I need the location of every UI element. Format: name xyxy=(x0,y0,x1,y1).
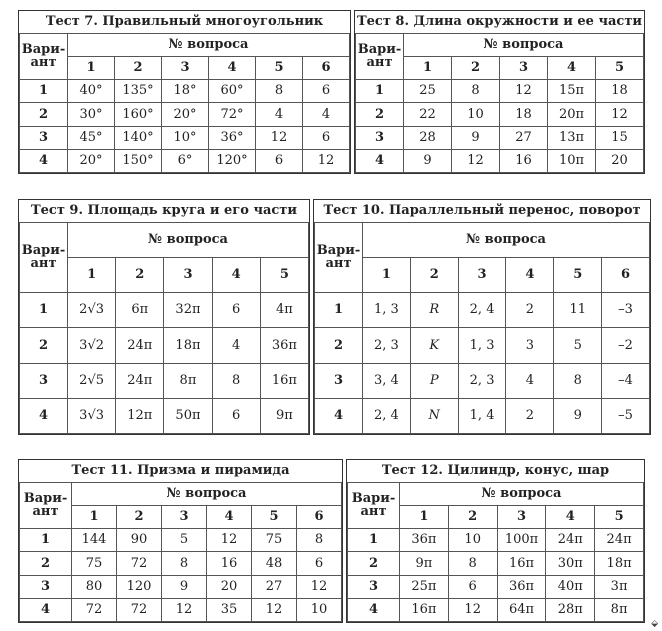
variant-number: 1 xyxy=(20,80,68,103)
answer-cell: 1, 3 xyxy=(363,293,411,328)
table-row xyxy=(348,575,644,598)
answer-cell: 72° xyxy=(209,103,256,126)
answer-cell: 6 xyxy=(303,126,350,149)
answer-cell: 12 xyxy=(596,103,644,126)
table-title: Тест 7. Правильный многоугольник xyxy=(20,11,350,33)
answer-cell: 2, 3 xyxy=(458,363,506,398)
test-11-block xyxy=(18,459,343,623)
question-header: № вопроса xyxy=(68,33,350,56)
answer-cell: 3√3 xyxy=(68,398,116,433)
answer-cell: 75 xyxy=(252,529,297,552)
variant-header xyxy=(315,222,363,293)
table-row xyxy=(20,398,309,433)
table-title: Тест 10. Параллельный перенос, поворот xyxy=(315,200,650,222)
question-number: 2 xyxy=(116,257,164,292)
variant-number: 3 xyxy=(315,363,363,398)
answer-cell: 15 xyxy=(596,126,644,149)
table-title: Тест 8. Длина окружности и ее части xyxy=(356,11,644,33)
table-title: Тест 9. Площадь круга и его части xyxy=(20,200,309,222)
variant-number: 1 xyxy=(20,529,72,552)
answer-table xyxy=(347,460,644,622)
answer-cell: 20 xyxy=(207,575,252,598)
answer-cell: 4 xyxy=(303,103,350,126)
test-12-block xyxy=(346,459,645,623)
question-number: 4 xyxy=(546,505,595,528)
answer-cell: 10° xyxy=(162,126,209,149)
table-row xyxy=(20,363,309,398)
table-row xyxy=(20,126,350,149)
variant-number: 2 xyxy=(348,552,400,575)
answer-cell: 9 xyxy=(554,398,602,433)
answer-cell: 4 xyxy=(506,363,554,398)
variant-header xyxy=(20,222,68,293)
answer-cell: 36° xyxy=(209,126,256,149)
answer-cell: 12 xyxy=(500,80,548,103)
answer-cell: 140° xyxy=(115,126,162,149)
answer-cell: 120° xyxy=(209,149,256,172)
question-number: 5 xyxy=(554,257,602,292)
answer-cell: 16 xyxy=(500,149,548,172)
answer-cell: 18 xyxy=(596,80,644,103)
table-row xyxy=(348,529,644,552)
answer-cell: 40π xyxy=(546,575,595,598)
answer-cell: 20° xyxy=(162,103,209,126)
question-number: 3 xyxy=(164,257,212,292)
question-number: 1 xyxy=(363,257,411,292)
answer-table xyxy=(19,11,350,173)
table-title: Тест 12. Цилиндр, конус, шар xyxy=(348,460,644,482)
variant-number: 3 xyxy=(348,575,400,598)
answer-cell: 9 xyxy=(404,149,452,172)
test-9-block xyxy=(18,199,310,435)
answer-cell: 100π xyxy=(497,529,546,552)
answer-cell: 2 xyxy=(506,398,554,433)
answer-cell: –2 xyxy=(602,328,650,363)
answer-cell: 4 xyxy=(212,328,260,363)
answer-cell: 32π xyxy=(164,293,212,328)
variant-number: 2 xyxy=(20,103,68,126)
answer-cell: 120 xyxy=(117,575,162,598)
answer-cell: 12 xyxy=(448,598,497,621)
answer-cell: 27 xyxy=(500,126,548,149)
question-number: 3 xyxy=(497,505,546,528)
answer-cell: 36π xyxy=(497,575,546,598)
answer-cell: 2, 3 xyxy=(363,328,411,363)
variant-number: 1 xyxy=(20,293,68,328)
answer-table xyxy=(19,460,342,622)
test-7-block xyxy=(18,10,351,174)
answer-cell: 9 xyxy=(452,126,500,149)
table-row xyxy=(20,149,350,172)
answer-cell: 9π xyxy=(260,398,308,433)
answer-cell: 50π xyxy=(164,398,212,433)
answer-cell: 25π xyxy=(400,575,449,598)
answer-cell: 24π xyxy=(546,529,595,552)
answer-cell: 28 xyxy=(404,126,452,149)
answer-cell: 6 xyxy=(303,80,350,103)
answer-cell: 60° xyxy=(209,80,256,103)
table-row xyxy=(315,363,650,398)
answer-table xyxy=(314,200,650,434)
answer-cell: 5 xyxy=(554,328,602,363)
answer-cell: 20π xyxy=(548,103,596,126)
answer-cell: 75 xyxy=(72,552,117,575)
table-row xyxy=(315,398,650,433)
table-title: Тест 11. Призма и пирамида xyxy=(20,460,342,482)
table-row xyxy=(20,598,342,621)
variant-header-line1: Вари- xyxy=(23,490,68,506)
answer-cell: N xyxy=(410,398,458,433)
answer-cell: 144 xyxy=(72,529,117,552)
answer-cell: 2√5 xyxy=(68,363,116,398)
answer-cell: 72 xyxy=(72,598,117,621)
variant-number: 2 xyxy=(356,103,404,126)
question-number: 5 xyxy=(595,505,644,528)
answer-cell: 13π xyxy=(548,126,596,149)
table-row xyxy=(20,293,309,328)
answer-cell: 48 xyxy=(252,552,297,575)
answer-cell: 3π xyxy=(595,575,644,598)
answer-cell: 15π xyxy=(548,80,596,103)
answer-cell: 2, 4 xyxy=(458,293,506,328)
answer-cell: 6 xyxy=(212,398,260,433)
answer-cell: 80 xyxy=(72,575,117,598)
corner-mark: ⬙ xyxy=(651,619,658,629)
answer-cell: 24π xyxy=(595,529,644,552)
table-row xyxy=(20,529,342,552)
table-row xyxy=(20,103,350,126)
answer-cell: 6 xyxy=(256,149,303,172)
variant-header xyxy=(20,482,72,529)
answer-cell: 10π xyxy=(548,149,596,172)
answer-cell: 8 xyxy=(162,552,207,575)
answer-cell: K xyxy=(410,328,458,363)
answer-cell: 18° xyxy=(162,80,209,103)
table-row xyxy=(20,575,342,598)
answer-cell: 12 xyxy=(303,149,350,172)
answer-cell: 45° xyxy=(68,126,115,149)
answer-cell: 6 xyxy=(297,552,342,575)
question-number: 6 xyxy=(297,505,342,528)
table-row xyxy=(348,598,644,621)
table-row xyxy=(356,103,644,126)
answer-cell: 9 xyxy=(162,575,207,598)
answer-cell: 8π xyxy=(595,598,644,621)
variant-header-line1: Вари- xyxy=(357,41,402,57)
answer-cell: 12 xyxy=(297,575,342,598)
answer-cell: P xyxy=(410,363,458,398)
answer-cell: 10 xyxy=(448,529,497,552)
question-number: 4 xyxy=(506,257,554,292)
answer-cell: 20° xyxy=(68,149,115,172)
answer-cell: 16π xyxy=(497,552,546,575)
answer-cell: 11 xyxy=(554,293,602,328)
question-number: 4 xyxy=(548,56,596,79)
answer-cell: R xyxy=(410,293,458,328)
question-number: 3 xyxy=(162,505,207,528)
answer-cell: 12 xyxy=(207,529,252,552)
variant-header-line1: Вари- xyxy=(21,242,66,258)
answer-cell: 24π xyxy=(116,363,164,398)
variant-number: 3 xyxy=(20,363,68,398)
answer-cell: 9π xyxy=(400,552,449,575)
variant-header-line1: Вари- xyxy=(351,490,396,506)
answer-cell: 12π xyxy=(116,398,164,433)
variant-number: 1 xyxy=(348,529,400,552)
answer-cell: 8 xyxy=(452,80,500,103)
question-number: 4 xyxy=(212,257,260,292)
question-number: 5 xyxy=(252,505,297,528)
answer-cell: 8 xyxy=(256,80,303,103)
question-number: 6 xyxy=(303,56,350,79)
answer-cell: 10 xyxy=(452,103,500,126)
question-header: № вопроса xyxy=(400,482,644,505)
question-number: 1 xyxy=(400,505,449,528)
answer-cell: 3 xyxy=(506,328,554,363)
answer-cell: 25 xyxy=(404,80,452,103)
answer-cell: 12 xyxy=(256,126,303,149)
variant-header xyxy=(348,482,400,529)
question-number: 1 xyxy=(68,257,116,292)
table-row xyxy=(356,80,644,103)
answer-cell: 40° xyxy=(68,80,115,103)
question-number: 2 xyxy=(117,505,162,528)
question-number: 4 xyxy=(207,505,252,528)
variant-header-line2: ант xyxy=(366,55,393,71)
variant-number: 3 xyxy=(356,126,404,149)
question-number: 3 xyxy=(458,257,506,292)
answer-cell: 36π xyxy=(400,529,449,552)
question-number: 1 xyxy=(68,56,115,79)
answer-cell: 160° xyxy=(115,103,162,126)
table-row xyxy=(315,328,650,363)
answer-cell: 27 xyxy=(252,575,297,598)
question-header: № вопроса xyxy=(363,222,650,257)
question-number: 6 xyxy=(602,257,650,292)
table-row xyxy=(20,552,342,575)
answer-cell: 6 xyxy=(212,293,260,328)
answer-cell: 8 xyxy=(212,363,260,398)
answer-cell: 35 xyxy=(207,598,252,621)
table-row xyxy=(20,328,309,363)
variant-number: 4 xyxy=(356,149,404,172)
question-number: 2 xyxy=(448,505,497,528)
answer-cell: 12 xyxy=(162,598,207,621)
table-row xyxy=(356,149,644,172)
answer-cell: 2, 4 xyxy=(363,398,411,433)
question-number: 3 xyxy=(500,56,548,79)
answer-cell: –5 xyxy=(602,398,650,433)
variant-number: 2 xyxy=(20,552,72,575)
variant-number: 1 xyxy=(315,293,363,328)
answer-cell: 3√2 xyxy=(68,328,116,363)
question-number: 4 xyxy=(209,56,256,79)
answer-cell: 8π xyxy=(164,363,212,398)
variant-header xyxy=(356,33,404,80)
answer-cell: 28π xyxy=(546,598,595,621)
answer-cell: 16π xyxy=(260,363,308,398)
answer-cell: –4 xyxy=(602,363,650,398)
variant-header-line2: ант xyxy=(360,504,387,520)
variant-header-line2: ант xyxy=(32,504,59,520)
answer-cell: 1, 3 xyxy=(458,328,506,363)
answer-cell: 8 xyxy=(297,529,342,552)
variant-header-line1: Вари- xyxy=(21,41,66,57)
table-row xyxy=(356,126,644,149)
answer-cell: 8 xyxy=(554,363,602,398)
answer-cell: 36π xyxy=(260,328,308,363)
variant-header xyxy=(20,33,68,80)
question-number: 5 xyxy=(256,56,303,79)
answer-table xyxy=(19,200,309,434)
answer-table xyxy=(355,11,644,173)
variant-number: 4 xyxy=(20,398,68,433)
question-number: 5 xyxy=(260,257,308,292)
answer-cell: 30π xyxy=(546,552,595,575)
variant-number: 1 xyxy=(356,80,404,103)
test-8-block xyxy=(354,10,645,174)
answer-cell: 18π xyxy=(164,328,212,363)
answer-cell: 3, 4 xyxy=(363,363,411,398)
table-row xyxy=(315,293,650,328)
answer-cell: 18π xyxy=(595,552,644,575)
answer-cell: 1, 4 xyxy=(458,398,506,433)
answer-cell: 2√3 xyxy=(68,293,116,328)
variant-number: 4 xyxy=(348,598,400,621)
answer-cell: 72 xyxy=(117,598,162,621)
variant-header-line2: ант xyxy=(325,256,352,272)
answer-cell: 12 xyxy=(452,149,500,172)
variant-header-line2: ант xyxy=(30,256,57,272)
answer-cell: 22 xyxy=(404,103,452,126)
question-number: 2 xyxy=(410,257,458,292)
question-number: 2 xyxy=(452,56,500,79)
variant-header-line2: ант xyxy=(30,55,57,71)
variant-number: 4 xyxy=(315,398,363,433)
question-header: № вопроса xyxy=(72,482,342,505)
answer-cell: 64π xyxy=(497,598,546,621)
answer-cell: –3 xyxy=(602,293,650,328)
question-number: 1 xyxy=(72,505,117,528)
answer-cell: 12 xyxy=(252,598,297,621)
variant-number: 2 xyxy=(315,328,363,363)
variant-number: 4 xyxy=(20,149,68,172)
variant-number: 3 xyxy=(20,126,68,149)
answer-cell: 72 xyxy=(117,552,162,575)
test-10-block xyxy=(313,199,651,435)
answer-cell: 2 xyxy=(506,293,554,328)
variant-number: 2 xyxy=(20,328,68,363)
variant-number: 3 xyxy=(20,575,72,598)
answer-cell: 4π xyxy=(260,293,308,328)
answer-cell: 18 xyxy=(500,103,548,126)
answer-cell: 8 xyxy=(448,552,497,575)
answer-cell: 135° xyxy=(115,80,162,103)
question-number: 2 xyxy=(115,56,162,79)
question-header: № вопроса xyxy=(68,222,309,257)
answer-cell: 16π xyxy=(400,598,449,621)
answer-cell: 5 xyxy=(162,529,207,552)
answer-cell: 16 xyxy=(207,552,252,575)
table-row xyxy=(348,552,644,575)
answer-cell: 4 xyxy=(256,103,303,126)
answer-cell: 10 xyxy=(297,598,342,621)
answer-cell: 24π xyxy=(116,328,164,363)
variant-number: 4 xyxy=(20,598,72,621)
table-row xyxy=(20,80,350,103)
question-number: 1 xyxy=(404,56,452,79)
question-number: 3 xyxy=(162,56,209,79)
answer-cell: 30° xyxy=(68,103,115,126)
answer-cell: 6 xyxy=(448,575,497,598)
question-number: 5 xyxy=(596,56,644,79)
answer-cell: 6° xyxy=(162,149,209,172)
question-header: № вопроса xyxy=(404,33,644,56)
variant-header-line1: Вари- xyxy=(316,242,361,258)
answer-cell: 90 xyxy=(117,529,162,552)
answer-cell: 6π xyxy=(116,293,164,328)
answer-cell: 150° xyxy=(115,149,162,172)
answer-cell: 20 xyxy=(596,149,644,172)
